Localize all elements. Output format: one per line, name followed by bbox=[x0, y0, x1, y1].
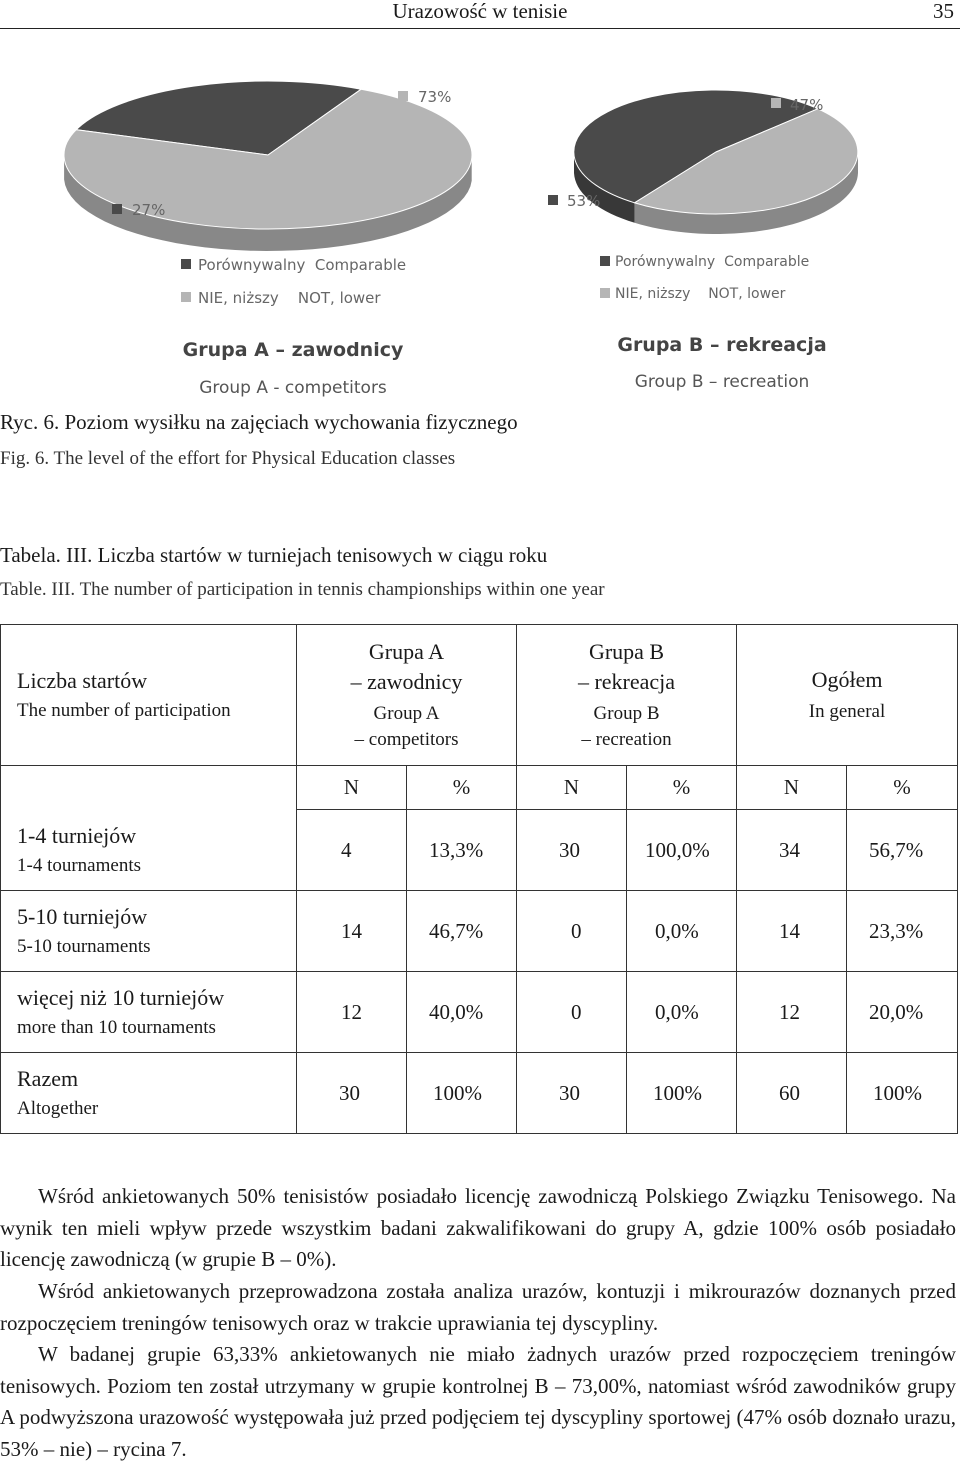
row-header-pl: Liczba startów bbox=[17, 668, 148, 693]
chart-group-a bbox=[64, 81, 472, 398]
table-row bbox=[1, 891, 958, 972]
pie-charts-svg bbox=[0, 60, 960, 400]
row-label-en: 5-10 tournaments bbox=[17, 936, 151, 957]
group-a-pl: Grupa A bbox=[368, 639, 445, 664]
group-a-en2: – competitors bbox=[354, 729, 459, 750]
chart-a-subtitle: Group A - competitors bbox=[199, 378, 387, 398]
cell-pct-b: 0,0% bbox=[627, 891, 737, 972]
group-header-total bbox=[737, 625, 958, 766]
subheader-n-b: N bbox=[517, 766, 627, 810]
row-header-en: The number of participation bbox=[17, 700, 231, 721]
group-b-pl2: – rekreacja bbox=[577, 669, 676, 694]
cell-pct-a: 100% bbox=[407, 1053, 517, 1134]
cell-n-a: 30 bbox=[297, 1053, 407, 1134]
cell-pct-total: 56,7% bbox=[847, 810, 958, 891]
subheader-pct-a: % bbox=[407, 766, 517, 810]
group-total-en: In general bbox=[808, 701, 886, 722]
running-header bbox=[0, 0, 960, 29]
row-label-pl: więcej niż 10 turniejów bbox=[17, 985, 225, 1010]
cell-pct-total: 23,3% bbox=[847, 891, 958, 972]
row-label-pl: Razem bbox=[17, 1066, 79, 1091]
slice-label-b-comparable: 53% bbox=[567, 192, 601, 210]
figure-caption-pl: Ryc. 6. Poziom wysiłku na zajęciach wychowania fizycznego bbox=[0, 410, 518, 434]
cell-n-a: 4 bbox=[297, 810, 407, 891]
subheader-pct-total: % bbox=[847, 766, 958, 810]
cell-pct-total: 20,0% bbox=[847, 972, 958, 1053]
table-row-total bbox=[1, 1053, 958, 1134]
cell-pct-a: 46,7% bbox=[407, 891, 517, 972]
row-label-cell bbox=[1, 891, 297, 972]
table-caption-pl: Tabela. III. Liczba startów w turniejach tenisowych w ciągu roku bbox=[0, 543, 548, 567]
slice-marker-a-comparable bbox=[112, 204, 122, 214]
body-paragraph: Wśród ankietowanych 50% tenisistów posiadało licencję zawodniczą Polskiego Związku Tenisowego. Na wynik ten mieli wpływ przede wszystkim badani zakwalifikowani do grupy A, gdzie 100% osób posiadało licencję zawodniczą (w grupie B – 0%). bbox=[0, 1184, 956, 1271]
table-subheader-row bbox=[1, 766, 958, 810]
chart-b-subtitle: Group B – recreation bbox=[634, 372, 810, 392]
legend-b-lower: NIE, niższy NOT, lower bbox=[615, 286, 786, 302]
chart-b-title: Grupa B – rekreacja bbox=[617, 334, 827, 356]
row-label-cell bbox=[1, 810, 297, 891]
page-number: 35 bbox=[933, 0, 954, 23]
cell-pct-b: 0,0% bbox=[627, 972, 737, 1053]
subheader-n-a: N bbox=[297, 766, 407, 810]
cell-n-b: 0 bbox=[517, 972, 627, 1053]
cell-pct-total: 100% bbox=[847, 1053, 958, 1134]
subheader-blank-cell bbox=[1, 766, 297, 810]
legend-b-comparable: Porównywalny Comparable bbox=[615, 254, 810, 270]
slice-marker-b-lower bbox=[771, 98, 781, 108]
row-label-cell bbox=[1, 972, 297, 1053]
cell-pct-a: 40,0% bbox=[407, 972, 517, 1053]
cell-n-b: 30 bbox=[517, 1053, 627, 1134]
participation-table bbox=[0, 624, 958, 1134]
body-paragraph: Wśród ankietowanych przeprowadzona została analiza urazów, kontuzji i mikrourazów doznanych przed rozpoczęciem treningów tenisowych oraz w trakcie uprawiania tej dyscypliny. bbox=[0, 1279, 956, 1335]
row-header-cell bbox=[1, 625, 297, 766]
group-header-b bbox=[517, 625, 737, 766]
slice-marker-a-lower bbox=[398, 91, 408, 101]
row-label-en: 1-4 tournaments bbox=[17, 855, 142, 876]
cell-pct-a: 13,3% bbox=[407, 810, 517, 891]
chart-group-b bbox=[548, 90, 858, 392]
cell-n-total: 12 bbox=[737, 972, 847, 1053]
cell-n-total: 14 bbox=[737, 891, 847, 972]
group-a-pl2: – zawodnicy bbox=[350, 669, 463, 694]
cell-pct-b: 100% bbox=[627, 1053, 737, 1134]
running-title: Urazowość w tenisie bbox=[392, 0, 568, 23]
table-row bbox=[1, 810, 958, 891]
figure-caption-en: Fig. 6. The level of the effort for Physical Education classes bbox=[0, 448, 456, 469]
table-caption-en: Table. III. The number of participation in tennis championships within one year bbox=[0, 579, 605, 600]
cell-n-a: 12 bbox=[297, 972, 407, 1053]
table-row bbox=[1, 972, 958, 1053]
group-a-en: Group A bbox=[373, 703, 440, 724]
row-label-en: more than 10 tournaments bbox=[17, 1017, 216, 1038]
slice-label-a-comparable: 27% bbox=[132, 201, 166, 219]
cell-n-total: 60 bbox=[737, 1053, 847, 1134]
cell-pct-b: 100,0% bbox=[627, 810, 737, 891]
group-b-en: Group B bbox=[593, 703, 660, 724]
chart-a-title: Grupa A – zawodnicy bbox=[182, 339, 404, 361]
subheader-n-total: N bbox=[737, 766, 847, 810]
legend-swatch-b-lower bbox=[600, 288, 610, 298]
cell-n-b: 30 bbox=[517, 810, 627, 891]
legend-swatch-a-lower bbox=[181, 292, 191, 302]
cell-n-a: 14 bbox=[297, 891, 407, 972]
legend-swatch-b-comparable bbox=[600, 256, 610, 266]
slice-label-b-lower: 47% bbox=[790, 96, 824, 114]
group-header-a bbox=[297, 625, 517, 766]
figure-pie-charts bbox=[0, 60, 960, 400]
legend-a-comparable: Porównywalny Comparable bbox=[198, 256, 407, 274]
body-paragraph: W badanej grupie 63,33% ankietowanych nie miało żadnych urazów przed rozpoczęciem treningów tenisowych. Poziom ten został utrzymany w grupie kontrolnej B – 73,00%, natomiast wśród zawodników grupy A podwyższona urazowość występowała już przed podjęciem tej dyscypliny sportowej (47% osób doznało urazu, 53% – nie) – rycina 7. bbox=[0, 1342, 956, 1461]
table-header-row bbox=[1, 625, 958, 766]
row-label-en: Altogether bbox=[17, 1098, 99, 1119]
legend-swatch-a-comparable bbox=[181, 259, 191, 269]
legend-a-lower: NIE, niższy NOT, lower bbox=[198, 289, 381, 307]
slice-marker-b-comparable bbox=[548, 195, 558, 205]
pie-group-a bbox=[64, 81, 472, 251]
subheader-pct-b: % bbox=[627, 766, 737, 810]
group-b-pl: Grupa B bbox=[588, 639, 665, 664]
row-label-pl: 1-4 turniejów bbox=[17, 823, 137, 848]
group-b-en2: – recreation bbox=[581, 729, 672, 750]
group-total-pl: Ogółem bbox=[811, 667, 883, 692]
row-label-pl: 5-10 turniejów bbox=[17, 904, 148, 929]
cell-n-b: 0 bbox=[517, 891, 627, 972]
slice-label-a-lower: 73% bbox=[418, 88, 452, 106]
row-label-cell bbox=[1, 1053, 297, 1134]
cell-n-total: 34 bbox=[737, 810, 847, 891]
